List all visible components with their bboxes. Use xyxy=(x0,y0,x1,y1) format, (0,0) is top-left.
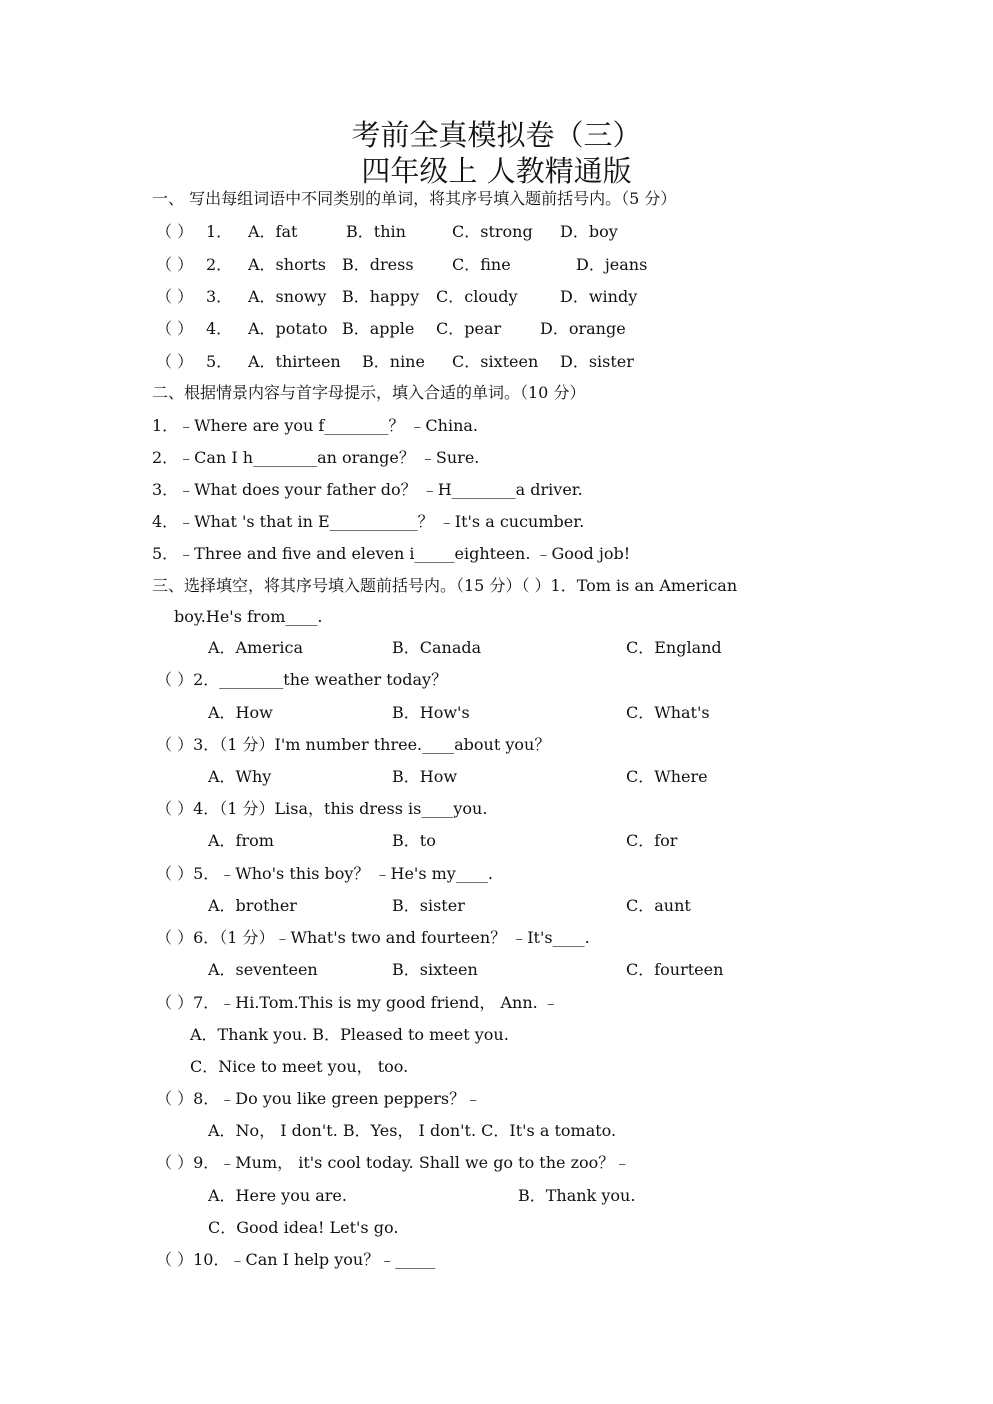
choice-question: （ ）10．﹣Can I help you？﹣_____ xyxy=(156,1250,436,1269)
answer-paren[interactable]: （ ） xyxy=(156,222,194,241)
option-a: A．thirteen xyxy=(248,352,341,371)
option-d: D．orange xyxy=(540,319,626,338)
page-title: 考前全真模拟卷（三） xyxy=(351,118,642,152)
option-d: D．windy xyxy=(560,287,638,306)
option-b: B．sister xyxy=(392,896,465,915)
option-b: B．Thank you. xyxy=(518,1186,636,1205)
option-c: C．pear xyxy=(436,319,502,338)
option-d: D．boy xyxy=(560,222,618,241)
choice-question: （ ）8．﹣Do you like green peppers？﹣ xyxy=(156,1089,482,1108)
option-b: B．apple xyxy=(342,319,415,338)
option-a: A．Here you are. xyxy=(208,1186,347,1205)
option-c: C．fine xyxy=(452,255,511,274)
option-b: B．to xyxy=(392,831,436,850)
option-d: D．jeans xyxy=(576,255,648,274)
page-subtitle: 四年级上 人教精通版 xyxy=(361,154,632,188)
option-c: C．aunt xyxy=(626,896,691,915)
option-c: C．Nice to meet you， too. xyxy=(190,1057,409,1076)
option-a: A．fat xyxy=(248,222,298,241)
question-number: 3． xyxy=(206,287,233,306)
section2-header: 二、根据情景内容与首字母提示，填入合适的单词。（10 分） xyxy=(152,383,586,402)
fill-question: 5．﹣Three and five and eleven i_____eighteen. ﹣Good job! xyxy=(152,544,631,563)
option-a: A．Why xyxy=(208,767,272,786)
option-b: B．thin xyxy=(346,222,406,241)
choice-question: （ ）3．（1 分）I'm number three.____about you？ xyxy=(156,735,551,754)
option-b: B．How's xyxy=(392,703,470,722)
answer-paren[interactable]: （ ） xyxy=(156,287,194,306)
choice-question: （ ）2．________the weather today？ xyxy=(156,670,448,689)
option-abc: A．No， I don't. B．Yes， I don't. C．It's a tomato. xyxy=(208,1121,617,1140)
choice-question: （ ）6．（1 分）﹣What's two and fourteen？ ﹣It's____. xyxy=(156,928,590,947)
option-c: C．sixteen xyxy=(452,352,539,371)
option-b: B．How xyxy=(392,767,458,786)
option-c: C．England xyxy=(626,638,722,657)
option-c: C．fourteen xyxy=(626,960,724,979)
option-a: A．from xyxy=(208,831,274,850)
option-a: A．brother xyxy=(208,896,297,915)
section1-header: 一、 写出每组词语中不同类别的单词，将其序号填入题前括号内。（5 分） xyxy=(152,189,677,208)
option-a: A．America xyxy=(208,638,304,657)
option-c: C．cloudy xyxy=(436,287,518,306)
option-c: C．Good idea! Let's go. xyxy=(208,1218,399,1237)
choice-question: （ ）5．﹣Who's this boy？ ﹣He's my____. xyxy=(156,864,493,883)
option-b: B．dress xyxy=(342,255,414,274)
choice-question: （ ）4．（1 分）Lisa，this dress is____you. xyxy=(156,799,488,818)
option-c: C．for xyxy=(626,831,678,850)
option-a: A．seventeen xyxy=(208,960,318,979)
fill-question: 4．﹣What 's that in E___________？ ﹣It's a cucumber. xyxy=(152,512,585,531)
fill-question: 2．﹣Can I h________an orange？ ﹣Sure. xyxy=(152,448,480,467)
option-a: A．shorts xyxy=(248,255,326,274)
answer-paren[interactable]: （ ） xyxy=(156,255,194,274)
choice-question: （ ）9．﹣Mum， it's cool today. Shall we go to the zoo？﹣ xyxy=(156,1153,631,1172)
option-b: B．nine xyxy=(362,352,425,371)
option-d: D．sister xyxy=(560,352,634,371)
option-b: B．Canada xyxy=(392,638,482,657)
option-b: B．happy xyxy=(342,287,420,306)
question-number: 4． xyxy=(206,319,233,338)
answer-paren[interactable]: （ ） xyxy=(156,352,194,371)
option-ab: A．Thank you. B．Pleased to meet you. xyxy=(190,1025,509,1044)
option-c: C．Where xyxy=(626,767,708,786)
option-b: B．sixteen xyxy=(392,960,478,979)
question-continuation: boy.He's from____. xyxy=(174,607,323,626)
option-c: C．strong xyxy=(452,222,533,241)
question-number: 2． xyxy=(206,255,233,274)
fill-question: 1．﹣Where are you f________？ ﹣China. xyxy=(152,416,479,435)
option-c: C．What's xyxy=(626,703,710,722)
fill-question: 3．﹣What does your father do？ ﹣H________a driver. xyxy=(152,480,583,499)
choice-question: （ ）7．﹣Hi.Tom.This is my good friend， Ann. ﹣ xyxy=(156,993,559,1012)
section3-header: 三、选择填空，将其序号填入题前括号内。（15 分）（ ）1．Tom is an American xyxy=(152,576,738,595)
option-a: A．snowy xyxy=(248,287,327,306)
question-number: 5． xyxy=(206,352,233,371)
question-number: 1． xyxy=(206,222,233,241)
option-a: A．How xyxy=(208,703,273,722)
answer-paren[interactable]: （ ） xyxy=(156,319,194,338)
option-a: A．potato xyxy=(248,319,328,338)
